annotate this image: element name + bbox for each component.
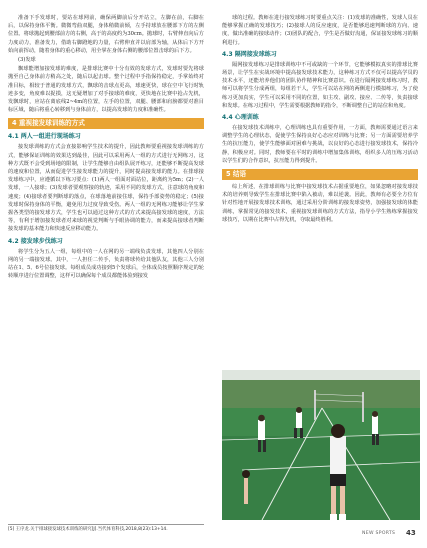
- subsection-heading: 4.1 两人一组进行现场练习: [8, 133, 81, 141]
- footer-brand: NEW SPORTS: [362, 531, 396, 536]
- subsection-heading: 4.2 接发球步伐练习: [8, 237, 63, 245]
- intro-paragraph: 准备下手发球时，要站在球网前，确保两脚前后分开站立，左脚在前，右脚在后，以保持身体平衡。微微弯曲双腿，身体稍微前倾，左手持球放在腰部下方的左侧位置。将球抛起到腰部前方的右侧，高于的高度约为30cm。抛球时，右臂伸直向后方力度动力，准备发力，借助右脚蹬地的力量，右臂伸直并以肩部为轴，从体后下方开始向前挥动，随着身体的重心移动，用全掌在身体右侧的腰部位置击球的后下方。: [8, 15, 204, 54]
- page-number: 43: [406, 529, 416, 537]
- section-heading: 4 重视接发球训练的方式: [8, 118, 204, 129]
- conclusion-paragraph: 综上所述，在排球训练与比赛中接发球技术占据重要地位，如果忽略对接发球技术的培养则导致学生在排球比赛中陷入被动，难以逆袭。因此，教师有必要全方位有针对性地开展接发球技术训练，通过采用分阶训练的接发球姿势，加强接发球的体能训练，掌握常见的接发技术，重视接发球训练的方式方法，指导小学生熟练掌握接发球技巧，以期在比赛中占得先机，夺取最终胜利。: [222, 184, 418, 223]
- body-paragraph: 隔网接发球练习是排球训练中不可或缺的一个环节，它能够模拟真实的排球比赛场景，让学生在实战环境中提高接发球技术能力，这种练习方式不仅可以提高学员的技术水平，还能培养他们的团队协作精神和比赛意识。在进行隔网接发球练习时，教师可以将学生分成两组，每组若干人，学生可以站在网的两侧进行模拟练习，为了使练习更加真实，学生可以采用不同的位置，如主攻、副攻、接应、二传等，负责接球和发球。在练习过程中，学生需要根据教师的指令，不断调整自己的站位和角度。: [222, 61, 418, 109]
- body-paragraph: 球的过程。教师在进行接发球练习时要重点关注：(1)发球的准确性，发球人员在能够掌握正确的发球技巧；(2)接球人的反应速度，是否能够迅速判断球的方向、速度，做出准确的接球动作；(3)团队的配合，学生是否做好沟通，保证接发球练习的顺利进行。: [222, 15, 418, 46]
- photo-illustration: [222, 370, 420, 520]
- body-paragraph: 将学生分为五人一组，每组中的一人在网的另一端线负责发球，其他四人分别在网的另一端接发球。其中，一人担任二传手，负责将球传给其他队友，其他三人分别站在1、5、6号位接发球。每组成员成功接到5个发球后，全体成员按照顺序规定的轮转顺序进行位置调整，这样可以确保每个成员都能体验到接发: [8, 248, 204, 280]
- subsection-heading: 4.4 心理训练: [222, 114, 259, 122]
- body-paragraph: 在接发球技术训练中，心理训练也具有重要作用，一方面，教师需要通过语言来调整学生的心理状态，促使学生保持良好心态应对训练与比赛；另一方面需要培养学生的抗压能力，使学生能够面对困难与挑战，以良好的心态进行接发球技术，保持冷静，积极应对。同时，教师要在平时的训练中增加集体训练，组织多人的压练习活动以学生们的合作意识，抗压能力得到提升。: [222, 125, 418, 164]
- volleyball-practice-photo: [222, 370, 420, 520]
- subsection-heading: 4.3 隔网接发球练习: [222, 50, 277, 58]
- left-column: [8, 14, 204, 280]
- body-paragraph: 接发球训练的方式会直接影响学生技术的提升，因此教师要重视接发球训练的方式，能够保证训练的效果达到最佳，因此可以采用两人一组的方式进行无网练习，这种方式既不会受到场地的限制，让学生能够自由组队展开练习，还能够不断提高发球的速度和位置，从而促进学生接发球能力的提升，同时提高接发球的能力。在排球接发球练习中，应遵循以下练习要点：(1)两人一组面对面站位，距离约为5m；(2)一人发球，一人接球；(3)发球者要观察接的轨迹，采用不同的发球方式，注意球的角度和速度；(4)接球者要判断球的落点，在球落地前接住球，保持手部姿势的稳定；(5)接发球时保持身体的平衡，避免用力过度导致受伤。两人一组的无网练习能够让学生掌握各类型的接发球方式，学生也可以通过这种方式的方式来提高接发球的速度，方法等，有利于增加接发球者对来球的视觉判断与手眼协调的能力，而来提高接球者判断接发球的基本能力和快速反应移动能力。: [8, 144, 204, 233]
- footnote-divider: [8, 524, 204, 525]
- footnote: [5] 王序龙.关于排球接发球技术训练的研究[J].当代体育科技,2018,8(23):13+14.: [8, 527, 168, 532]
- item-paragraph: 飘球能增加接发球的难度，是排球比赛中十分有效的发球方式，发球时要先将球抛至自己身体前方稍高之处，随后以起击球。整个过程中手指保持稳定，手掌始终对准目标，相较于普通的发球方式，飘球的击球点更高，球速更快，球在空中飞行时轨迹多变，角度难以捉摸，这无疑增加了对手接球的难度，更快地在比赛中抢占先机，发飘球时，应站在离底线2~4m的位置，左手的位置，双腿、腰部和肩膀都要对准目标区域，随后将重心转移到与身体前方，以提高发球的力度和准确性。: [8, 66, 204, 114]
- item-heading: (3)发球: [18, 57, 36, 64]
- section-heading: 5 结语: [222, 169, 418, 180]
- right-column: [222, 14, 418, 224]
